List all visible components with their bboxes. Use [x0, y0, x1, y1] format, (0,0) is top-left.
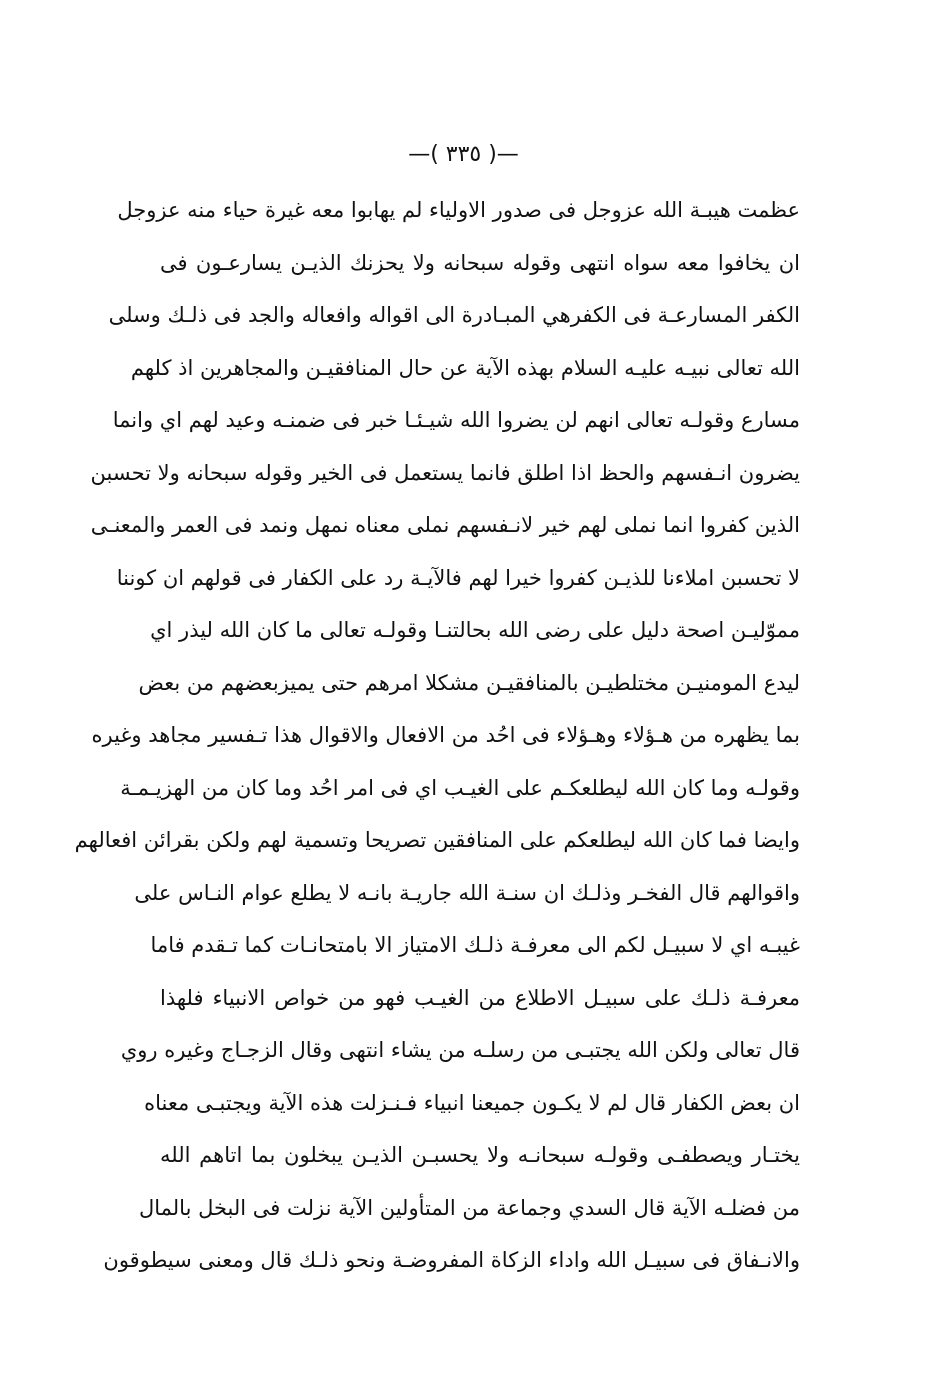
text-line: ليدع المومنيـن مختلطيـن بالمنافقيـن مشكلا امرهم حتى يميزبعضهم من بعض — [138, 670, 800, 695]
text-line: لا تحسبن املاءنا للذيـن كفروا خيرا لهم فالآيـة رد على الكفار فى قولهم ان كوننا — [116, 565, 800, 590]
text-line: يختـار ويصطفـى وقولـه سبحانـه ولا يحسبـن الذيـن يبخلون بما اتاهم الله — [160, 1143, 800, 1167]
text-line: من فضلـه الآية قال السدي وجماعة من المتأولين الآية نزلت فى البخل بالمال — [138, 1195, 800, 1220]
text-line: مموّليـن اصحة دليل على رضى الله بحالتنـا وقولـه تعالى ما كان الله ليذر اي — [150, 618, 800, 642]
text-line: غيبـه اي لا سبيـل لكم الى معرفـة ذلـك الامتياز الا بامتحانـات كما تـقدم فاما — [150, 933, 800, 957]
text-line: قال تعالى ولكن الله يجتبـى من رسلـه من يشاء انتهى وقال الزجـاج وغيره روي — [120, 1038, 800, 1062]
text-line: وقولـه وما كان الله ليطلعكـم على الغيـب اي فى امر احُد وما كان من الهزيـمـة — [120, 775, 800, 800]
text-line: ان يخافوا معه سواه انتهى وقوله سبحانه ولا يحزنك الذيـن يسارعـون فى — [160, 250, 800, 275]
text-line: ان بعض الكفار قال لم لا يكـون جميعنا انبياء فـنـزلت هذه الآية ويجتبـى معناه — [144, 1090, 800, 1115]
body-text — [74, 184, 800, 1287]
text-line: الكفر المسارعـة فى الكفرهي المبـادرة الى اقواله وافعاله والجد فى ذلـك وسلى — [108, 303, 800, 327]
text-line: عظمت هيبـة الله عزوجل فى صدور الاولياء لم يهابوا معه غيرة حياء منه عزوجل — [117, 198, 800, 222]
text-line: الذين كفروا انما نملى لهم خير لانـفسهم نملى معناه نمهل ونمد فى العمر والمعنـى — [90, 513, 800, 537]
text-line: واقوالهم قال الفخـر وذلـك ان سنـة الله جاريـة بانـه لا يطلع عوام النـاس على — [134, 880, 800, 905]
page-number: —( ٣٣٥ )— — [408, 142, 519, 167]
text-line: يضرون انـفسهم والحظ اذا اطلق فانما يستعمل فى الخير وقوله سبحانه ولا تحسبن — [90, 460, 800, 485]
text-line: معرفـة ذلـك على سبيـل الاطلاع من الغيـب فهو من خواص الانبياء فلهذا — [160, 985, 800, 1010]
text-line: والانـفاق فى سبيـل الله واداء الزكاة المفروضـة ونحو ذلـك قال ومعنى سيطوقون — [103, 1248, 800, 1272]
text-line: بما يظهره من هـؤلاء وهـؤلاء فى احُد من الافعال والاقوال هذا تـفسير مجاهد وغيره — [91, 723, 800, 747]
text-line: الله تعالى نبيـه عليـه السلام بهذه الآية عن حال المنافقيـن والمجاهرين اذ كلهم — [130, 355, 800, 380]
text-line: مسارع وقولـه تعالى انهم لن يضروا الله شيـئـا خبر فى ضمنـه وعيد لهم اي وانما — [112, 408, 800, 432]
text-line: وايضا فما كان الله ليطلعكم على المنافقين تصريحا وتسمية لهم ولكن بقرائن افعالهم — [74, 828, 800, 852]
